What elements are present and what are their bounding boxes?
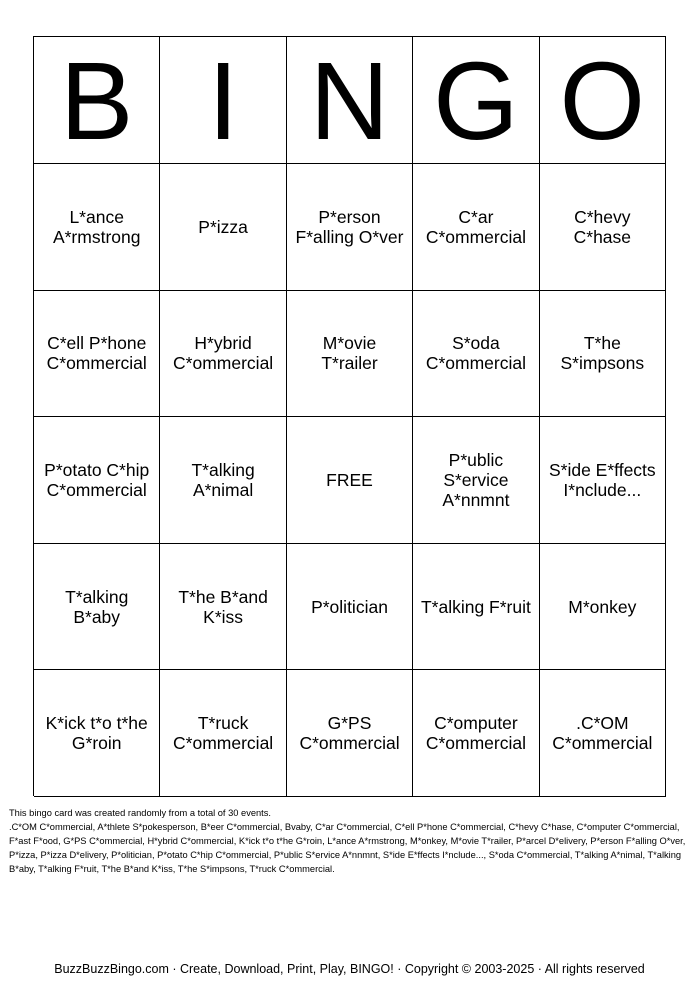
bingo-cell-text: C*ell P*hone C*ommercial — [46, 333, 147, 374]
bingo-cell — [287, 164, 413, 291]
bingo-cell-text: C*omputer C*ommercial — [425, 713, 526, 754]
bingo-cell — [540, 164, 666, 291]
bingo-cell — [160, 291, 286, 418]
bingo-cell — [540, 544, 666, 671]
bingo-cell — [413, 544, 539, 671]
bingo-cell — [160, 544, 286, 671]
header-letter-g: G — [413, 37, 539, 164]
bingo-cell — [287, 291, 413, 418]
bingo-cell-text: T*ruck C*ommercial — [173, 713, 274, 754]
bingo-row-2 — [34, 291, 666, 418]
bingo-cell-text: L*ance A*rmstrong — [52, 206, 141, 247]
bingo-cell — [34, 670, 160, 797]
bingo-cell — [413, 164, 539, 291]
card-info-events: .C*OM C*ommercial, A*thlete S*pokesperson, B*eer C*ommercial, Bvaby, C*ar C*ommercial, C*ell P*hone C*ommercial, C*hevy C*hase, C*omputer C*ommercial, F*ast F*ood, G*PS C*ommercial, H*ybrid C*ommercial, K*ick t*o t*he G*roin, L*ance A*rmstrong, M*onkey, M*ovie T*railer, P*arcel D*elivery, P*erson F*alling O*ver, P*izza, P*izza D*elivery, P*olitician, P*otato C*hip C*ommercial, P*ublic S*ervice A*nnmnt, S*ide E*ffects I*nclude..., S*oda C*ommercial, T*alking A*nimal, T*alking B*aby, T*alking F*ruit, T*he B*and K*iss, T*he S*impsons, T*ruck C*ommercial. — [9, 822, 686, 874]
bingo-row-4 — [34, 544, 666, 671]
bingo-cell — [413, 291, 539, 418]
bingo-cell-text: P*izza — [198, 216, 248, 237]
bingo-cell — [34, 544, 160, 671]
bingo-cell — [34, 291, 160, 418]
free-space-cell — [287, 417, 413, 544]
bingo-cell — [160, 417, 286, 544]
bingo-cell — [540, 417, 666, 544]
bingo-cell-text: T*alking A*nimal — [191, 459, 255, 500]
bingo-cell — [413, 417, 539, 544]
bingo-cell — [540, 670, 666, 797]
bingo-cell-text: T*he B*and K*iss — [178, 586, 268, 627]
header-letter-n: N — [287, 37, 413, 164]
card-info-intro: This bingo card was created randomly from a total of 30 events. — [9, 808, 271, 818]
bingo-cell-text: K*ick t*o t*he G*roin — [45, 713, 148, 754]
footer-copyright: BuzzBuzzBingo.com · Create, Download, Print, Play, BINGO! · Copyright © 2003-2025 · All rights reserved — [54, 962, 645, 976]
bingo-cell-text: G*PS C*ommercial — [299, 713, 400, 754]
bingo-cell-text: P*olitician — [311, 596, 388, 617]
bingo-header-row — [34, 37, 666, 164]
bingo-cell-text: .C*OM C*ommercial — [552, 713, 653, 754]
bingo-cell-text: P*erson F*alling O*ver — [295, 206, 404, 247]
bingo-row-1 — [34, 164, 666, 291]
bingo-cell-text: T*alking F*ruit — [420, 596, 531, 617]
card-info — [9, 806, 693, 876]
bingo-cell-text: S*ide E*ffects I*nclude... — [548, 459, 656, 500]
bingo-cell-text: S*oda C*ommercial — [425, 333, 526, 374]
bingo-row-3 — [34, 417, 666, 544]
bingo-cell — [34, 164, 160, 291]
bingo-cell-text: T*he S*impsons — [560, 333, 645, 374]
bingo-cell-text: P*ublic S*ervice A*nnmnt — [442, 449, 510, 510]
bingo-cell — [287, 670, 413, 797]
bingo-cell-text: M*ovie T*railer — [321, 333, 378, 374]
bingo-cell-text: H*ybrid C*ommercial — [173, 333, 274, 374]
header-letter-b: B — [34, 37, 160, 164]
header-letter-i: I — [160, 37, 286, 164]
header-letter-o: O — [540, 37, 666, 164]
bingo-cell — [34, 417, 160, 544]
bingo-cell — [287, 544, 413, 671]
bingo-cell-text: M*onkey — [568, 596, 637, 617]
bingo-cell-text: C*hevy C*hase — [573, 206, 632, 247]
bingo-cell — [160, 164, 286, 291]
bingo-row-5 — [34, 670, 666, 797]
bingo-cell-text: C*ar C*ommercial — [425, 206, 526, 247]
bingo-card — [33, 36, 666, 796]
bingo-cell — [160, 670, 286, 797]
free-space-text: FREE — [326, 469, 373, 490]
bingo-cell — [540, 291, 666, 418]
bingo-cell-text: P*otato C*hip C*ommercial — [44, 459, 150, 500]
bingo-cell — [413, 670, 539, 797]
bingo-cell-text: T*alking B*aby — [65, 586, 129, 627]
